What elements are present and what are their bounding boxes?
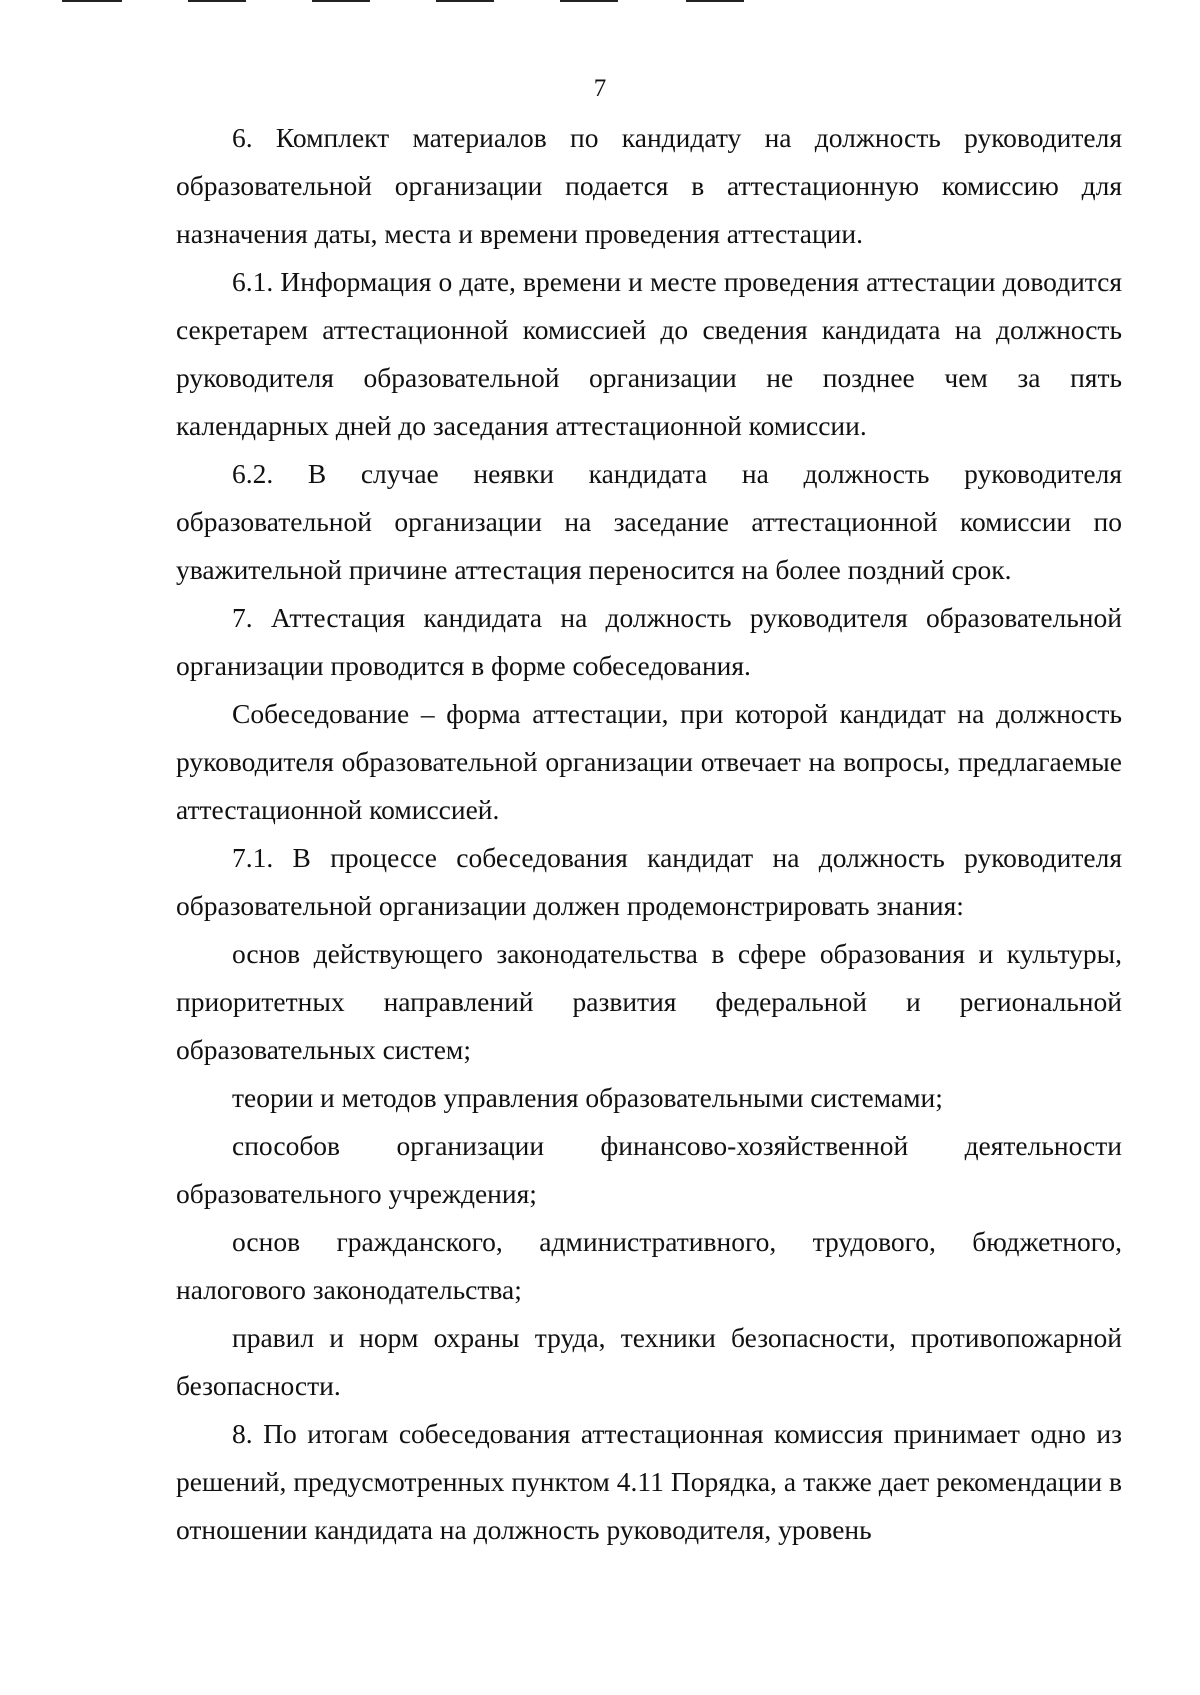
paragraph-interview-definition: Собеседование – форма аттестации, при которой кандидат на должность руководителя образовательной организации отвечает на вопросы, предлагаемые аттестационной комиссией. [176, 698, 1122, 825]
paragraph-7: 7. Аттестация кандидата на должность руководителя образовательной организации проводится в форме собеседования. [176, 602, 1122, 681]
top-edge-marks [0, 0, 1200, 4]
top-edge-mark [62, 0, 122, 2]
paragraph-7-1: 7.1. В процессе собеседования кандидат на должность руководителя образовательной организации должен продемонстрировать знания: [176, 842, 1122, 921]
top-edge-mark [436, 0, 494, 2]
list-item-safety: правил и норм охраны труда, техники безопасности, противопожарной безопасности. [176, 1322, 1122, 1401]
top-edge-mark [188, 0, 246, 2]
paragraph-6-2: 6.2. В случае неявки кандидата на должность руководителя образовательной организации на заседание аттестационной комиссии по уважительной причине аттестация переносится на более поздний срок. [176, 458, 1122, 585]
top-edge-mark [560, 0, 618, 2]
document-body [176, 114, 1122, 1554]
paragraph-6-1: 6.1. Информация о дате, времени и месте проведения аттестации доводится секретарем аттестационной комиссией до сведения кандидата на должность руководителя образовательной организации не позднее чем за пять календарных дней до заседания аттестационной комиссии. [176, 266, 1122, 441]
paragraph-6: 6. Комплект материалов по кандидату на должность руководителя образовательной организации подается в аттестационную комиссию для назначения даты, места и времени проведения аттестации. [176, 122, 1122, 249]
top-edge-mark [686, 0, 744, 2]
paragraph-8: 8. По итогам собеседования аттестационная комиссия принимает одно из решений, предусмотренных пунктом 4.11 Порядка, а также дает рекомендации в отношении кандидата на должность руководителя, уровень [176, 1418, 1122, 1545]
list-item-civil-law: основ гражданского, административного, трудового, бюджетного, налогового законодательства; [176, 1226, 1122, 1305]
list-item-management-theory: теории и методов управления образовательными системами; [232, 1082, 943, 1113]
top-edge-mark [312, 0, 370, 2]
page-number: 7 [593, 75, 607, 102]
list-item-finance: способов организации финансово-хозяйственной деятельности образовательного учреждения; [176, 1130, 1122, 1209]
list-item-legislation: основ действующего законодательства в сфере образования и культуры, приоритетных направлений развития федеральной и региональной образовательных систем; [176, 938, 1122, 1065]
